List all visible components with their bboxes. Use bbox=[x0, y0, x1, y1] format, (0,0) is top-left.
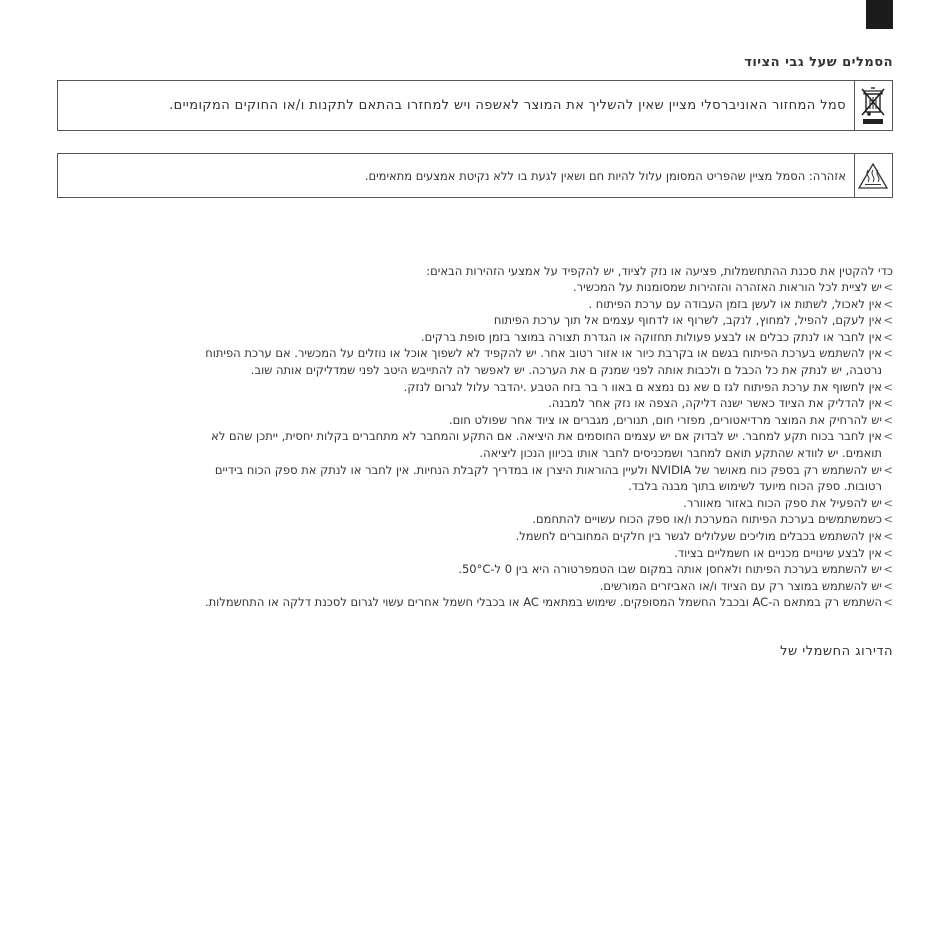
list-item: > אין לבצע שינויים מכניים או חשמליים בציוד. bbox=[203, 545, 893, 562]
list-item: > כשמשתמשים בערכת הפיתוח המערכת ו/או ספק הכוח עשויים להתחמם. bbox=[203, 511, 893, 528]
list-item: > יש לציית לכל הוראות האזהרה והזהירות שמסומנות על המכשיר. bbox=[203, 279, 893, 296]
list-item: > יש להשתמש במוצר רק עם הציוד ו/או האביזרים המורשים. bbox=[203, 578, 893, 595]
list-item: > אין לאכול, לשתות או לעשן בזמן העבודה עם ערכת הפיתוח . bbox=[203, 296, 893, 313]
hot-surface-warning-icon bbox=[856, 154, 890, 197]
section-title: הסמלים שעל גבי הציוד bbox=[744, 55, 893, 70]
list-item: > אין לעקם, להפיל, למחוץ, לנקב, לשרוף או לדחוף עצמים אל תוך ערכת הפיתוח bbox=[203, 312, 893, 329]
list-item: > אין לחשוף את ערכת הפיתוח לגז ם שא נם נמצא ם באוו ר בר בזח הטבע .יהדבר עלול לגרום לנזק. bbox=[203, 379, 893, 396]
list-item: > אין להשתמש בערכת הפיתוח בגשם או בקרבת כיור או אזור רטוב אחר. יש להקפיד לא לשפוך אוכל או נוזלים על המכשיר. אם ערכת הפיתוח נרטבה, יש לנתק את כל הכבל ם ולכבות אותה לפני שמנק ם את הערכה. יש לאפשר לה להתייבש היטב לפני שמדליקים אותה שוב. bbox=[203, 345, 893, 378]
notice-text: סמל המחזור האוניברסלי מציין שאין להשליך את המוצר לאשפה ויש למחזרו בהתאם לתקנות ו/או החוקים המקומיים. bbox=[169, 98, 846, 113]
corner-tab bbox=[866, 0, 893, 29]
list-item: > אין להדליק את הציוד כאשר ישנה דליקה, הצפה או נזק אחר למבנה. bbox=[203, 395, 893, 412]
safety-list bbox=[203, 279, 893, 611]
notice-recycling bbox=[57, 80, 893, 131]
icon-divider bbox=[854, 81, 855, 130]
list-item: > השתמש רק במתאם ה-AC ובכבל החשמל המסופקים. שימוש במתאמי AC או בכבלי חשמל אחרים עשוי לגרום לסכנת דלקה או התחשמלות. bbox=[203, 594, 893, 611]
notice-hot-surface bbox=[57, 153, 893, 198]
crossed-out-bin-icon bbox=[856, 81, 890, 130]
list-item: > יש להרחיק את המוצר מרדיאטורים, מפזרי חום, תנורים, מגברים או ציוד אחר שפולט חום. bbox=[203, 412, 893, 429]
list-item: > יש להפעיל את ספק הכוח באזור מאוורר. bbox=[203, 495, 893, 512]
icon-divider bbox=[854, 154, 855, 197]
electrical-rating-heading: הדירוג החשמלי של bbox=[780, 644, 893, 659]
list-item: > יש להשתמש רק בספק כוח מאושר של NVIDIA ולעיין בהוראות היצרן או במדריך לקבלת הנחיות. אין לחבר או לנתק את ספק הכוח בידיים רטובות. ספק הכוח מיועד לשימוש בתוך מבנה בלבד. bbox=[203, 462, 893, 495]
list-item: > אין לחבר או לנתק כבלים או לבצע פעולות תחזוקה או הגדרת תצורה במוצר בזמן סופת ברקים. bbox=[203, 329, 893, 346]
safety-intro: כדי להקטין את סכנת ההתחשמלות, פציעה או נזק לציוד, יש להקפיד על אמצעי הזהירות הבאים: bbox=[426, 264, 893, 278]
list-item: > יש להשתמש בערכת הפיתוח ולאחסן אותה במקום שבו הטמפרטורה היא בין 0 ל-50°C. bbox=[203, 561, 893, 578]
list-item: > אין להשתמש בכבלים מוליכים שעלולים לגשר בין חלקים המחוברים לחשמל. bbox=[203, 528, 893, 545]
notice-text: אזהרה: הסמל מציין שהפריט המסומן עלול להיות חם ושאין לגעת בו ללא נקיטת אמצעים מתאימים. bbox=[364, 168, 846, 183]
list-item: > אין לחבר בכוח תקע למחבר. יש לבדוק אם יש עצמים החוסמים את היציאה. אם התקע והמחבר לא מתחברים בקלות יחסית, ייתכן שהם לא תואמים. יש לוודא שהתקע תואם למחבר ושמכניסים לחבר אותו בכיוון הנכון ליציאה. bbox=[203, 428, 893, 461]
